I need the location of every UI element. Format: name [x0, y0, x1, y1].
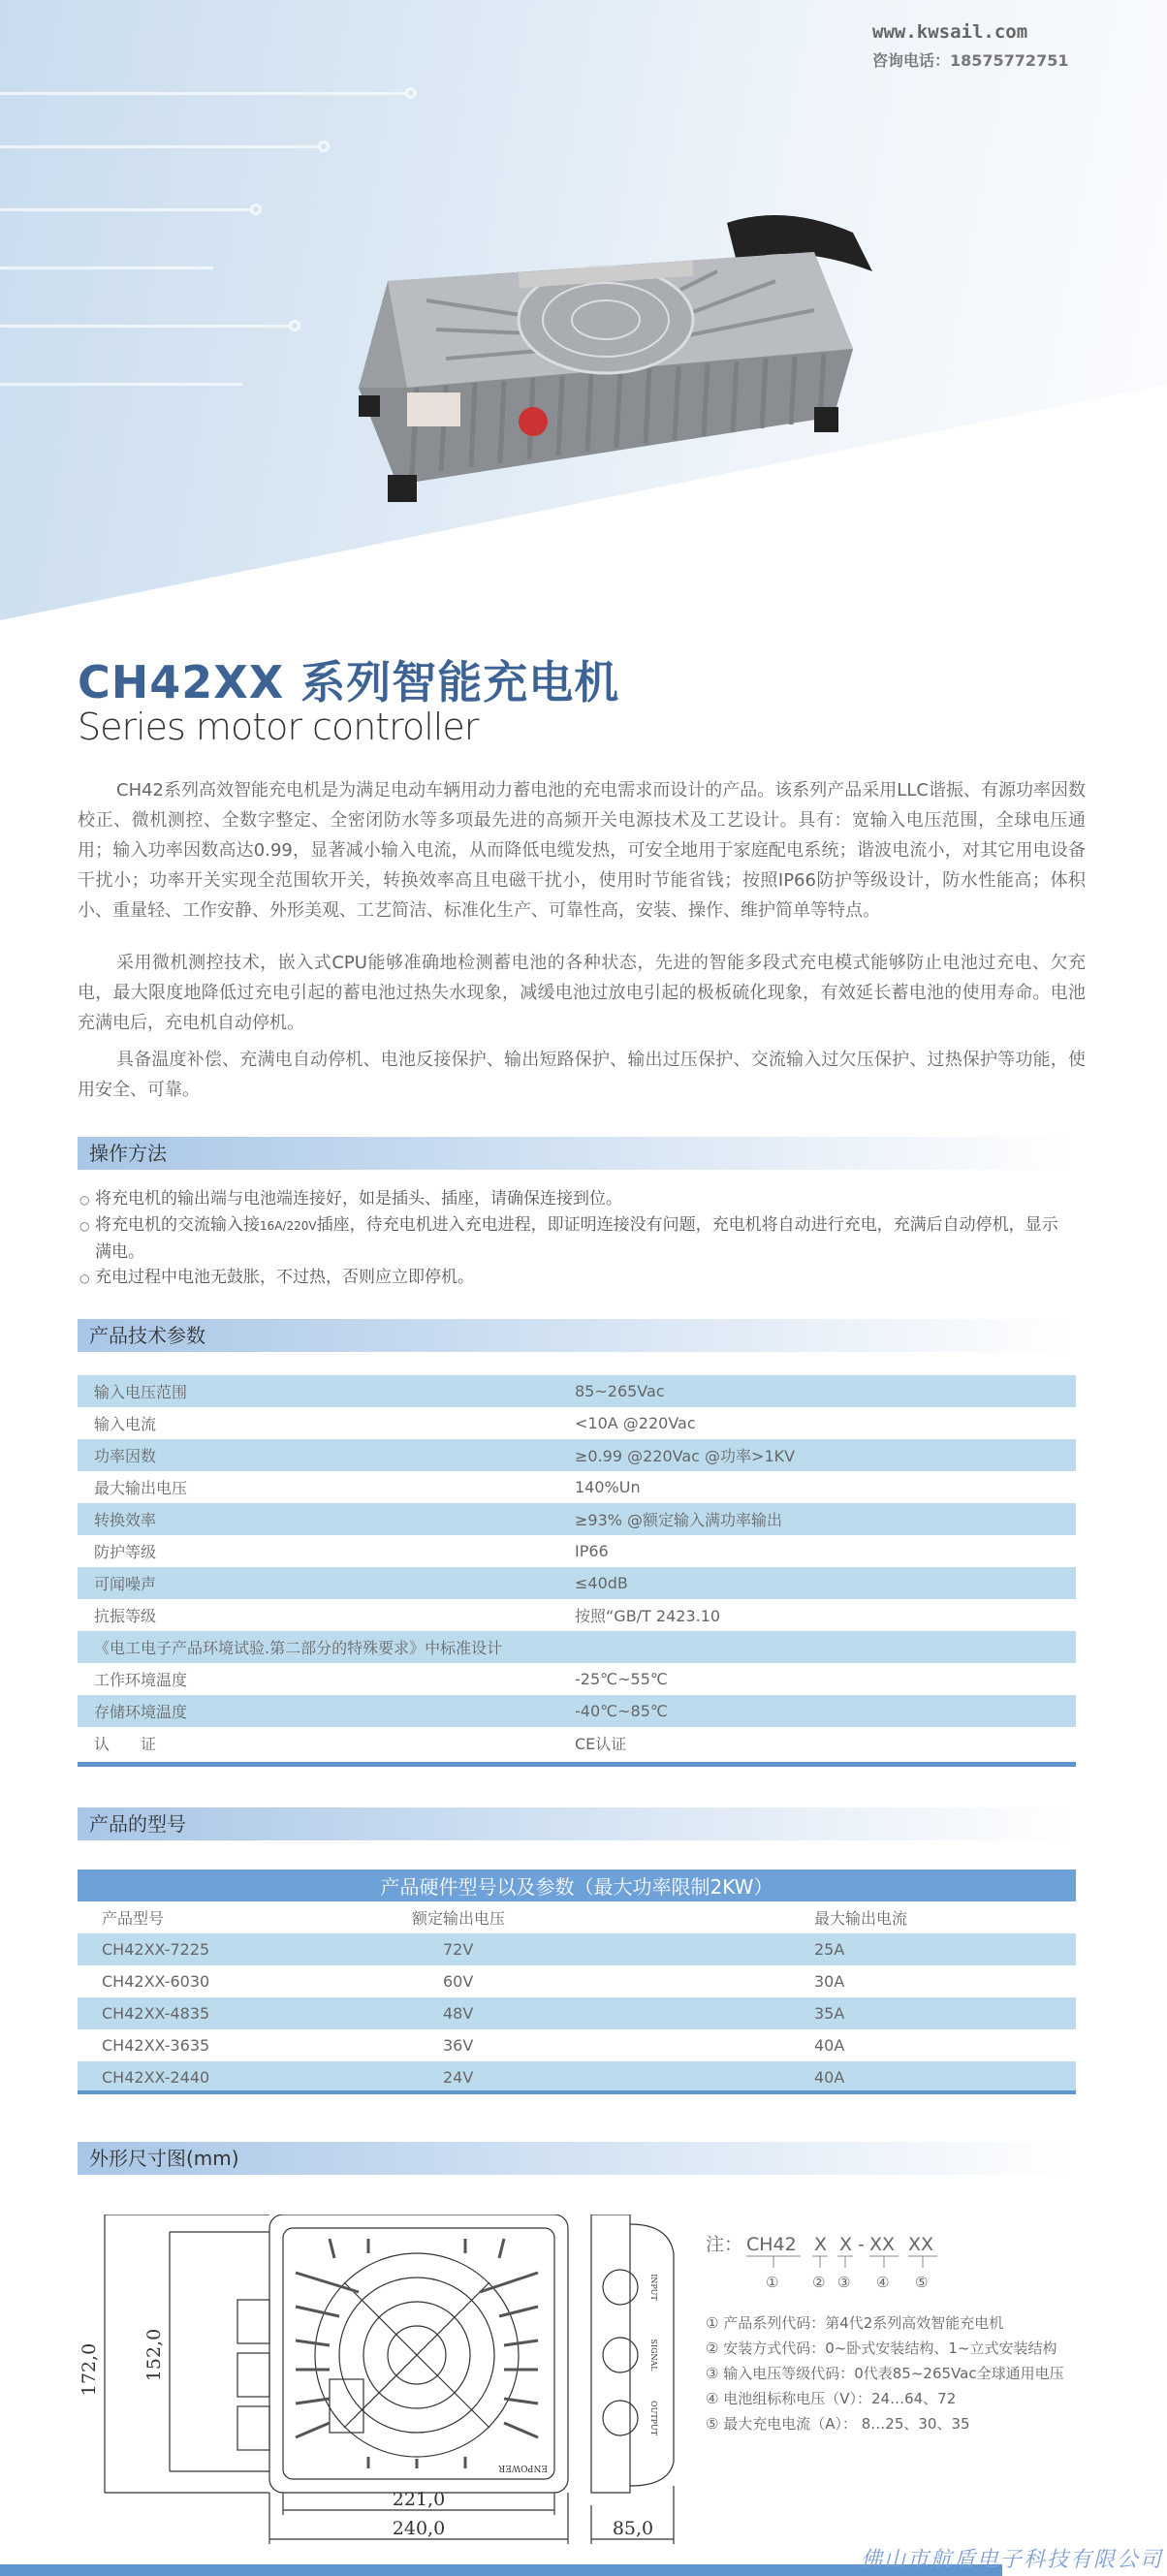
- legend-item: ⑤ 最大充电电流（A）： 8…25、30、35: [706, 2415, 970, 2433]
- circuit-line: [0, 92, 407, 95]
- circuit-node: [250, 204, 262, 215]
- max-current: 30A: [814, 1972, 845, 1991]
- footer-bar: [0, 2564, 1002, 2576]
- spec-row: [78, 1471, 1076, 1503]
- rated-voltage: 60V: [443, 1972, 474, 1991]
- model-row: [78, 1933, 1076, 1965]
- spec-value: <10A @220Vac: [575, 1414, 696, 1432]
- operation-step: [79, 1212, 1068, 1266]
- circuit-line: [0, 208, 252, 211]
- model-name: CH42XX-4835: [102, 2004, 210, 2023]
- circuit-node: [405, 87, 417, 99]
- step-text: 插座，待充电机进入充电进程，即证明连接没有问题，充电机将自动进行充电，充满后自动停机，显示满电。: [95, 1215, 1058, 1262]
- spec-value: ≥93% @额定输入满功率输出: [575, 1511, 783, 1529]
- spec-label: 存储环境温度: [94, 1703, 188, 1721]
- step-text: 将充电机的输出端与电池端连接好，如是插头、插座，请确保连接到位。: [95, 1189, 622, 1209]
- spec-row: [78, 1439, 1076, 1471]
- bullet-circle-icon: ○: [79, 1219, 90, 1233]
- model-name: CH42XX-3635: [102, 2036, 210, 2055]
- spec-value: 140%Un: [575, 1478, 641, 1496]
- page-title: CH42XX 系列智能充电机: [78, 656, 620, 708]
- spec-value: -25℃~55℃: [575, 1670, 668, 1688]
- spec-label: 工作环境温度: [94, 1671, 188, 1689]
- model-code-diagram: [706, 2229, 938, 2295]
- spec-label: 认 证: [94, 1735, 157, 1753]
- legend-item: ① 产品系列代码：第4代2系列高效智能充电机: [706, 2314, 1004, 2332]
- width-inner-label: 221,0: [392, 2489, 446, 2510]
- spec-label: 最大输出电压: [94, 1479, 188, 1497]
- marker: ⑤: [915, 2274, 929, 2291]
- spec-label: 转换效率: [94, 1511, 157, 1529]
- circuit-node: [318, 141, 330, 152]
- column-header: 产品型号: [102, 1909, 165, 1928]
- hero-banner: [0, 0, 1167, 620]
- spec-value: 85~265Vac: [575, 1382, 665, 1400]
- table-divider: [78, 2090, 1076, 2094]
- spec-value: 按照“GB/T 2423.10: [575, 1607, 721, 1625]
- model-row: [78, 1997, 1076, 2029]
- operation-step: [79, 1265, 1049, 1292]
- spec-label: 抗振等级: [94, 1607, 157, 1625]
- spec-row: [78, 1631, 1076, 1663]
- spec-row: [78, 1535, 1076, 1567]
- spec-label: 防护等级: [94, 1543, 157, 1561]
- section-header-specs: 产品技术参数: [78, 1319, 1076, 1352]
- intro-paragraph: CH42系列高效智能充电机是为满足电动车辆用动力蓄电池的充电需求而设计的产品。该系列产品采用LLC谐振、有源功率因数校正、微机测控、全数字整定、全密闭防水等多项最先进的高频开关电源技术及工艺设计。具有：宽输入电压范围，全球电压通用；输入功率因数高达0.99，显著减小输入电流，从而降低电缆发热，可安全地用于家庭配电系统；谐波电流小，对其它用电设备干扰小；功率开关实现全范围软开关，转换效率高且电磁干扰小，使用时节能省钱；按照IP66防护等级设计，防水性能高；体积小、重量轻、工作安静、外形美观、工艺简洁、标准化生产、可靠性高，安装、操作、维护简单等特点。: [78, 780, 1086, 921]
- max-current: 40A: [814, 2036, 845, 2055]
- marker: ④: [876, 2274, 890, 2291]
- rated-voltage: 24V: [443, 2068, 474, 2087]
- rated-voltage: 36V: [443, 2036, 474, 2055]
- rated-voltage: 48V: [443, 2004, 474, 2023]
- model-row: [78, 2061, 1076, 2093]
- spec-label: 功率因数: [94, 1447, 157, 1465]
- note-prefix: 注：: [706, 2234, 743, 2255]
- models-header-row: [78, 1901, 1076, 1933]
- spec-row: [78, 1407, 1076, 1439]
- bullet-circle-icon: ○: [79, 1193, 90, 1207]
- spec-label: 输入电压范围: [94, 1383, 188, 1401]
- height-outer-label: 172,0: [79, 2342, 100, 2397]
- depth-label: 85,0: [612, 2518, 654, 2539]
- spec-value: ≥0.99 @220Vac @功率>1KV: [575, 1447, 796, 1465]
- model-name: CH42XX-6030: [102, 1972, 210, 1991]
- model-name: CH42XX-7225: [102, 1940, 210, 1959]
- circuit-line: [0, 145, 320, 148]
- code-part: XX: [908, 2234, 934, 2255]
- step-text: 充电过程中电池无鼓胀，不过热，否则应立即停机。: [95, 1268, 474, 1287]
- max-current: 40A: [814, 2068, 845, 2087]
- column-header: 最大输出电流: [814, 1909, 908, 1928]
- spec-row: [78, 1503, 1076, 1535]
- models-table-title: 产品硬件型号以及参数（最大功率限制2KW）: [78, 1869, 1076, 1901]
- marker: ③: [837, 2274, 851, 2291]
- legend-item: ② 安装方式代码：0~卧式安装结构、1~立式安装结构: [706, 2340, 1057, 2357]
- website-url[interactable]: www.kwsail.com: [872, 21, 1028, 43]
- spec-row: [78, 1727, 1076, 1759]
- marker: ②: [812, 2274, 826, 2291]
- legend-item: ③ 输入电压等级代码：0代表85~265Vac全球通用电压: [706, 2365, 1064, 2382]
- code-part: X: [814, 2234, 828, 2255]
- legend-item: ④ 电池组标称电压（V）：24…64、72: [706, 2390, 957, 2407]
- circuit-line: [0, 267, 213, 269]
- port-label-input: INPUT: [649, 2274, 658, 2301]
- code-part: X: [839, 2234, 853, 2255]
- feature-paragraph: 采用微机测控技术，嵌入式CPU能够准确地检测蓄电池的各种状态，先进的智能多段式充电模式能够防止电池过充电、欠充电，最大限度地降低过充电引起的蓄电池过热失水现象，减缓电池过放电引起的极板硫化现象，有效延长蓄电池的使用寿命。电池充满电后，充电机自动停机。: [78, 953, 1086, 1033]
- step-text: 将充电机的交流输入接: [95, 1215, 260, 1235]
- specs-table: [78, 1375, 1076, 1759]
- port-label-signal: SIGNAL: [649, 2339, 658, 2372]
- max-current: 35A: [814, 2004, 845, 2023]
- contact-phone: 咨询电话：18575772751: [872, 51, 1069, 70]
- marker: ①: [766, 2274, 779, 2291]
- spec-label: 可闻噪声: [94, 1575, 157, 1593]
- spec-row: [78, 1663, 1076, 1695]
- company-name: 佛山市航盾电子科技有限公司: [861, 2548, 1164, 2572]
- section-header-operation: 操作方法: [78, 1137, 1076, 1170]
- spec-label: 《电工电子产品环境试验.第二部分的特殊要求》中标准设计: [94, 1639, 503, 1657]
- model-code-note: [706, 2229, 1151, 2436]
- operation-step: [79, 1186, 1049, 1213]
- spec-row: [78, 1599, 1076, 1631]
- model-row: [78, 2029, 1076, 2061]
- column-header: 额定输出电压: [412, 1909, 506, 1928]
- brand-mark: ENPOWER: [498, 2463, 548, 2472]
- spec-value: ≤40dB: [575, 1574, 628, 1592]
- spec-row: [78, 1567, 1076, 1599]
- spec-value: -40℃~85℃: [575, 1702, 668, 1720]
- spec-label: 输入电流: [94, 1415, 157, 1433]
- section-header-models: 产品的型号: [78, 1807, 1076, 1840]
- models-table: [78, 1869, 1076, 2093]
- port-label-output: OUTPUT: [649, 2401, 658, 2435]
- model-name: CH42XX-2440: [102, 2068, 210, 2087]
- code-part: XX: [869, 2234, 896, 2255]
- code-part: -: [858, 2234, 865, 2255]
- max-current: 25A: [814, 1940, 845, 1959]
- circuit-line: [0, 325, 291, 328]
- spec-row: [78, 1695, 1076, 1727]
- page-subtitle: Series motor controller: [78, 706, 479, 748]
- code-part: CH42: [746, 2234, 797, 2255]
- bullet-circle-icon: ○: [79, 1272, 90, 1285]
- circuit-line: [0, 383, 242, 386]
- charger-product-image: [330, 165, 872, 572]
- width-outer-label: 240,0: [392, 2518, 446, 2539]
- dimension-drawing: [78, 2215, 688, 2549]
- circuit-node: [289, 320, 300, 331]
- protection-paragraph: 具备温度补偿、充满电自动停机、电池反接保护、输出短路保护、输出过压保护、交流输入过欠压保护、过热保护等功能，使用安全、可靠。: [78, 1050, 1086, 1100]
- model-row: [78, 1965, 1076, 1997]
- spec-value: IP66: [575, 1542, 609, 1560]
- table-divider: [78, 1762, 1076, 1767]
- height-inner-label: 152,0: [143, 2328, 165, 2382]
- section-header-dimensions: 外形尺寸图(mm): [78, 2142, 1076, 2175]
- step-spec: 16A/220V: [260, 1219, 317, 1233]
- rated-voltage: 72V: [443, 1940, 474, 1959]
- spec-row: [78, 1375, 1076, 1407]
- spec-value: CE认证: [575, 1735, 627, 1753]
